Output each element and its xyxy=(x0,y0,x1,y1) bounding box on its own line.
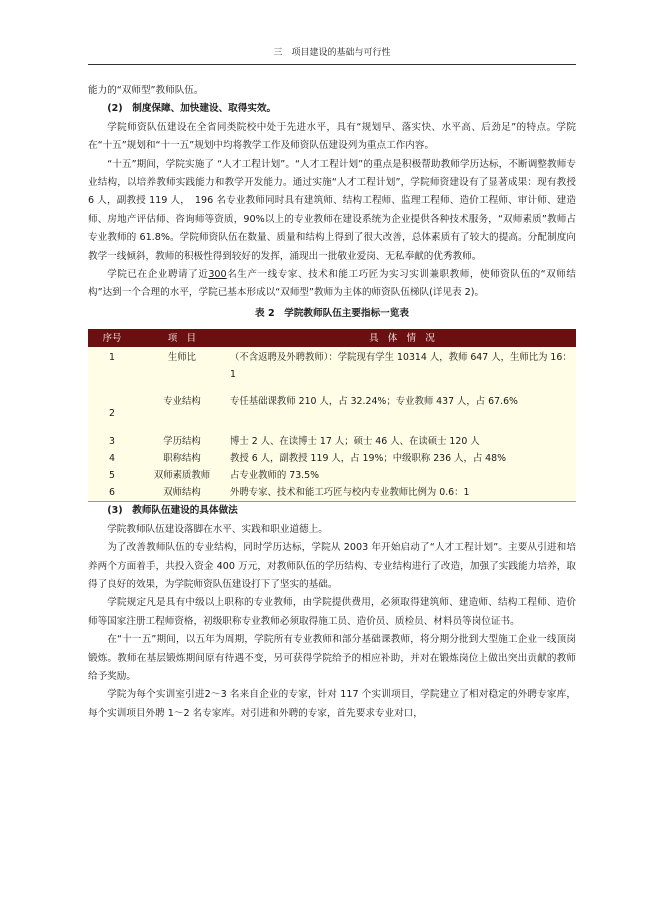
cell-no: 1 xyxy=(109,352,115,364)
cell-item: 职称结构 xyxy=(163,453,201,465)
column-header-no: 序号 xyxy=(102,332,122,344)
paragraph: 学院规定凡是具有中级以上职称的专业教师，由学院提供费用，必须取得建筑师、建造师、结构工程师、造价师等国家注册工程师资格，初级职称专业教师必须取得施工员、造价员、质检员、材料员等岗位证书。 xyxy=(88,597,576,627)
table-row xyxy=(88,347,576,393)
cell-no: 3 xyxy=(109,436,115,448)
cell-detail: 外聘专家、技术和能工巧匠与校内专业教师比例为 0.6：1 xyxy=(230,487,470,499)
cell-item: 学历结构 xyxy=(163,436,201,448)
cell-detail: 占专业教师的 73.5% xyxy=(230,470,320,482)
paragraph: 能力的“双师型”教师队伍。 xyxy=(88,85,204,96)
cell-item: 生师比 xyxy=(167,352,197,364)
faculty-indicators-table xyxy=(88,329,576,502)
paragraph: 学院教师队伍建设落脚在水平、实践和职业道德上。 xyxy=(107,523,328,535)
cell-no: 4 xyxy=(109,453,115,465)
table-row xyxy=(88,467,576,484)
table-caption: 表 2 学院教师队伍主要指标一览表 xyxy=(255,307,409,319)
paragraph xyxy=(88,266,576,303)
cell-no: 6 xyxy=(109,487,115,499)
underlined-number: 300 xyxy=(208,269,227,281)
column-header-item: 项 目 xyxy=(167,332,197,344)
paragraph: 学院为每个实训室引进2～3 名来自企业的专家，针对 117 个实训项目，学院建立了相对稳定的外聘专家库，每个实训项目外聘 1～2 名专家库。对引进和外聘的专家，首先要求专业对口， xyxy=(88,689,576,719)
column-header-detail: 具 体 情 况 xyxy=(369,332,435,344)
paragraph: 在“十一五”期间，以五年为周期，学院所有专业教师和部分基础课教师，将分期分批到大型施工企业一线顶岗锻炼。教师在基层锻炼期间原有待遇不变，另可获得学院给予的相应补助，并对在锻炼岗位上做出突出贡献的教师给予奖励。 xyxy=(88,634,576,682)
document-body xyxy=(88,82,576,723)
cell-no: 2 xyxy=(109,407,115,419)
table-row xyxy=(88,484,576,502)
paragraph: “十五”期间，学院实施了 “人才工程计划”。“人才工程计划”的重点是积极帮助教师学历达标，不断调整教师专业结构，以培养教师实践能力和教学开发能力。通过实施“人才工程计划”，学院师资建设有了显著成果：现有教授 6 人，副教授 119 人， 196 名专业教师同时具有建筑师、结构工程师、监理工程师、造价工程师、审计师、建造师、房地产评估师、咨询师等资质，90%以上的专业教师在建设系统为企业提供各种技术服务，“双师素质”教师占专业教师的 61.8%。学院师资队伍在数量、质量和结构上得到了很大改善，总体素质有了较大的提高。分配制度向教学一线倾斜，教师的积极性得到较好的发挥，涌现出一批敬业爱岗、无私奉献的优秀教师。 xyxy=(88,158,576,262)
cell-no: 5 xyxy=(109,470,115,482)
cell-detail: 专任基础课教师 210 人，占 32.24%；专业教师 437 人，占 67.6% xyxy=(230,396,518,408)
cell-item: 双师素质教师 xyxy=(153,470,211,482)
cell-item: 双师结构 xyxy=(163,487,201,499)
cell-detail: （不含返聘及外聘教师）：学院现有学生 10314 人，教师 647 人，生师比为 16：1 xyxy=(230,352,572,381)
text-run: 名生产一线专家、技术和能工巧匠为实习实训兼职教师，使师资队伍的“双师结构”达到一个合理的水平，学院已基本形成以“双师型”教师为主体的师资队伍梯队(详见表 2)。 xyxy=(88,269,576,299)
cell-detail: 教授 6 人，副教授 119 人，占 19%；中级职称 236 人，占 48% xyxy=(230,453,507,465)
paragraph: 为了改善教师队伍的专业结构，同时学历达标，学院从 2003 年开始启动了“人才工程计划”。主要从引进和培养两个方面着手，共投入资金 400 万元，对教师队伍的学历结构、专业结构进行了改造，加强了实践能力培养，取得了良好的效果，为学院师资队伍建设打下了坚实的基础。 xyxy=(88,542,576,590)
table-row xyxy=(88,450,576,467)
table-row xyxy=(88,433,576,450)
page-header: 三 项目建设的基础与可行性 xyxy=(88,46,576,65)
section-heading: (2) 制度保障、加快建设、取得实效。 xyxy=(107,103,277,115)
text-run: 学院已在企业聘请了近 xyxy=(107,269,209,281)
table-row xyxy=(88,393,576,433)
table-header-row xyxy=(88,329,576,347)
paragraph: 学院师资队伍建设在全省同类院校中处于先进水平，具有“规划早、落实快、水平高、后劲足”的特点。学院在“十五”规划和“十一五”规划中均将教学工作及师资队伍建设列为重点工作内容。 xyxy=(88,121,576,152)
section-heading: (3) 教师队伍建设的具体做法 xyxy=(107,505,238,517)
cell-detail: 博士 2 人、在读博士 17 人；硕士 46 人、在读硕士 120 人 xyxy=(230,436,480,448)
cell-item: 专业结构 xyxy=(163,396,201,408)
